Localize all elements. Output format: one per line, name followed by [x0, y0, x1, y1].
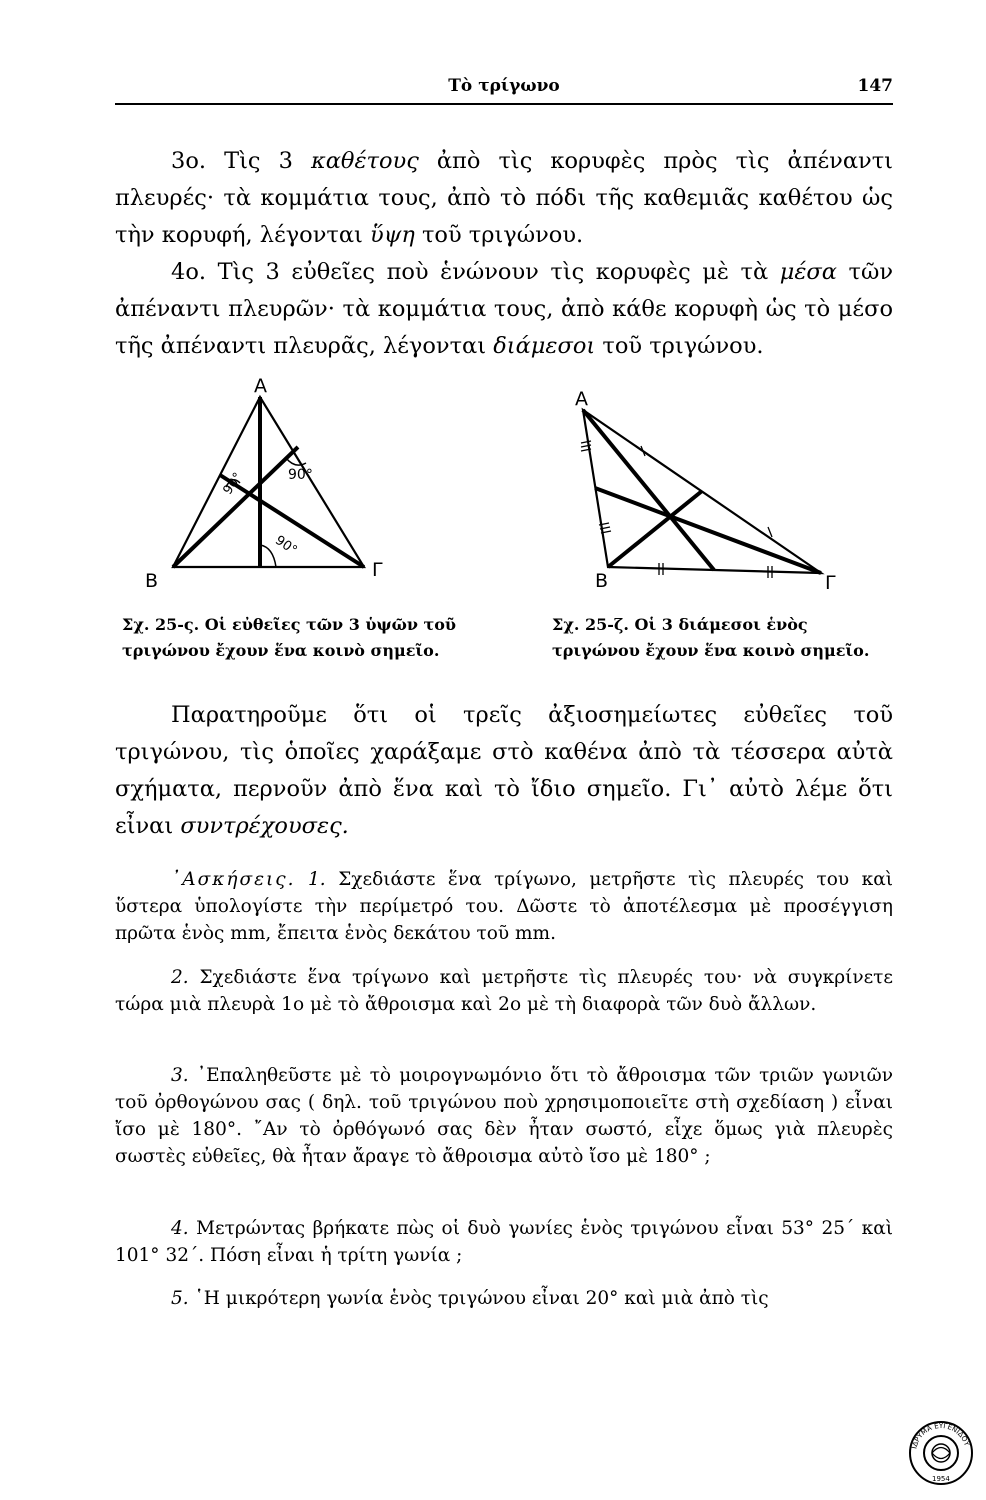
- vertex-a-label: Α: [254, 375, 267, 397]
- paragraph-medians: [115, 254, 893, 365]
- exercise-number: 4.: [171, 1218, 189, 1239]
- item-label: 3ο.: [171, 148, 207, 174]
- vertex-c-label: Γ: [372, 559, 383, 581]
- chapter-title: Τὸ τρίγωνο: [448, 76, 560, 96]
- exercise-text: Σχεδιάστε ἕνα τρίγωνο, μετρῆστε τὶς πλευρές του καὶ ὕστερα ὑπολογίστε τὴν περίμετρό του. Δῶστε τὸ ἀποτέλεσμα μὲ προσέγγιση πρῶτα ἑνὸς mm, ἔπειτα ἑνὸς δεκάτου τοῦ mm.: [115, 869, 893, 944]
- right-angle-arc: [286, 458, 306, 465]
- caption-text: Οἱ εὐθεῖες τῶν 3 ὑψῶν τοῦ τριγώνου ἔχουν ἕνα κοινὸ σημεῖο.: [122, 615, 457, 660]
- item-label: 4ο.: [171, 259, 207, 285]
- exercise-4: [115, 1215, 893, 1269]
- term: μέσα: [779, 259, 837, 285]
- text: Τὶς 3: [206, 148, 311, 174]
- paragraph-altitudes: [115, 143, 893, 254]
- vertex-b-label: Β: [145, 570, 159, 592]
- right-angle-arc: [260, 545, 276, 567]
- caption-text: Οἱ 3 διάμεσοι ἑνὸς τριγώνου ἔχουν ἕνα κοινὸ σημεῖο.: [552, 615, 870, 660]
- library-seal: [906, 1418, 976, 1488]
- exercise-3: [115, 1062, 893, 1170]
- text: τοῦ τριγώνου.: [414, 222, 584, 248]
- header-rule: [115, 103, 893, 105]
- exercise-number: 5.: [171, 1288, 189, 1309]
- figure-altitudes: [140, 375, 450, 600]
- page-number: 147: [857, 76, 893, 96]
- median-b: [608, 491, 702, 567]
- exercise-1: [115, 866, 893, 947]
- exercise-text: ῾Η μικρότερη γωνία ἑνὸς τριγώνου εἶναι 20° καὶ μιὰ ἀπὸ τὶς: [194, 1288, 769, 1309]
- exercise-text: Σχεδιάστε ἕνα τρίγωνο καὶ μετρῆστε τὶς πλευρές του· νὰ συγκρίνετε τώρα μιὰ πλευρὰ 1ο μὲ τὸ ἄθροισμα καὶ 2ο μὲ τὴ διαφορὰ τῶν δυὸ ἄλλων.: [115, 967, 893, 1015]
- paragraph-observation: [115, 697, 893, 845]
- vertex-c-label: Γ: [825, 572, 836, 594]
- figure-caption-left: [122, 612, 502, 664]
- caption-label: Σχ. 25-ζ.: [552, 615, 629, 634]
- figure-medians: [575, 375, 875, 600]
- term: ὕψη: [370, 222, 415, 248]
- figure-caption-right: [552, 612, 897, 664]
- exercise-text: Μετρώντας βρήκατε πὼς οἱ δυὸ γωνίες ἑνὸς τριγώνου εἶναι 53° 25΄ καὶ 101° 32΄. Πόση εἶναι ἡ τρίτη γωνία ;: [115, 1218, 893, 1266]
- exercise-number: 1.: [308, 869, 326, 890]
- exercise-number: 2.: [171, 967, 189, 988]
- exercise-number: 3.: [171, 1065, 189, 1086]
- seal-text: ΙΔΡΥΜΑ ΕΥΓΕΝΙΔΟΥ: [910, 1421, 971, 1450]
- angle-label: 90°: [288, 467, 313, 483]
- term: διάμεσοι: [493, 333, 596, 359]
- angle-label: 90°: [220, 470, 246, 498]
- exercises-heading: ᾽Ασκήσεις.: [171, 869, 296, 890]
- text: Τὶς 3 εὐθεῖες ποὺ ἑνώνουν τὶς κορυφὲς μὲ τὰ: [206, 259, 780, 285]
- exercise-text: ᾽Επαληθεῦστε μὲ τὸ μοιρογνωμόνιο ὅτι τὸ ἄθροισμα τῶν τριῶν γωνιῶν τοῦ ὀρθογώνου σας ( δηλ. τοῦ τριγώνου ποὺ χρησιμοποιεῖτε στὴ σχεδίαση ) εἶναι ἴσο μὲ 180°. ῎Αν τὸ ὀρθόγωνό σας δὲν ἦταν σωστό, εἶχε ὅμως γιὰ πλευρὲς σωστὲς εὐθεῖες, θὰ ἦταν ἄραγε τὸ ἄθροισμα αὐτὸ ἴσο μὲ 180° ;: [115, 1065, 893, 1167]
- exercise-5: [115, 1285, 893, 1312]
- angle-label: 90°: [272, 532, 300, 559]
- text: Παρατηροῦμε ὅτι οἱ τρεῖς ἀξιοσημείωτες εὐθεῖες τοῦ τριγώνου, τὶς ὁποῖες χαράξαμε στὸ καθένα ἀπὸ τὰ τέσσερα αὐτὰ σχήματα, περνοῦν ἀπὸ ἕνα καὶ τὸ ἴδιο σημεῖο. Γι᾽ αὐτὸ λέμε ὅτι εἶναι: [115, 702, 893, 839]
- seal-year: 1954: [932, 1475, 950, 1483]
- vertex-a-label: Α: [575, 388, 588, 410]
- text: ἀπὸ τὶς κορυφὲς πρὸς τὶς ἀπέναντι πλευρές· τὰ κομμάτια τους, ἀπὸ τὸ πόδι τῆς καθεμιᾶς καθέτου ὡς τὴν κορυφή, λέγονται: [115, 148, 894, 248]
- caption-label: Σχ. 25-ς.: [122, 615, 200, 634]
- term: συντρέχουσες.: [180, 813, 349, 839]
- exercise-2: [115, 964, 893, 1018]
- text: τῶν ἀπέναντι πλευρῶν· τὰ κομμάτια τους, ἀπὸ κάθε κορυφὴ ὡς τὸ μέσο τῆς ἀπέναντι πλευρᾶς, λέγονται: [115, 259, 894, 359]
- vertex-b-label: Β: [595, 570, 609, 592]
- text: τοῦ τριγώνου.: [595, 333, 764, 359]
- term: καθέτους: [310, 148, 419, 174]
- running-header: [115, 74, 893, 104]
